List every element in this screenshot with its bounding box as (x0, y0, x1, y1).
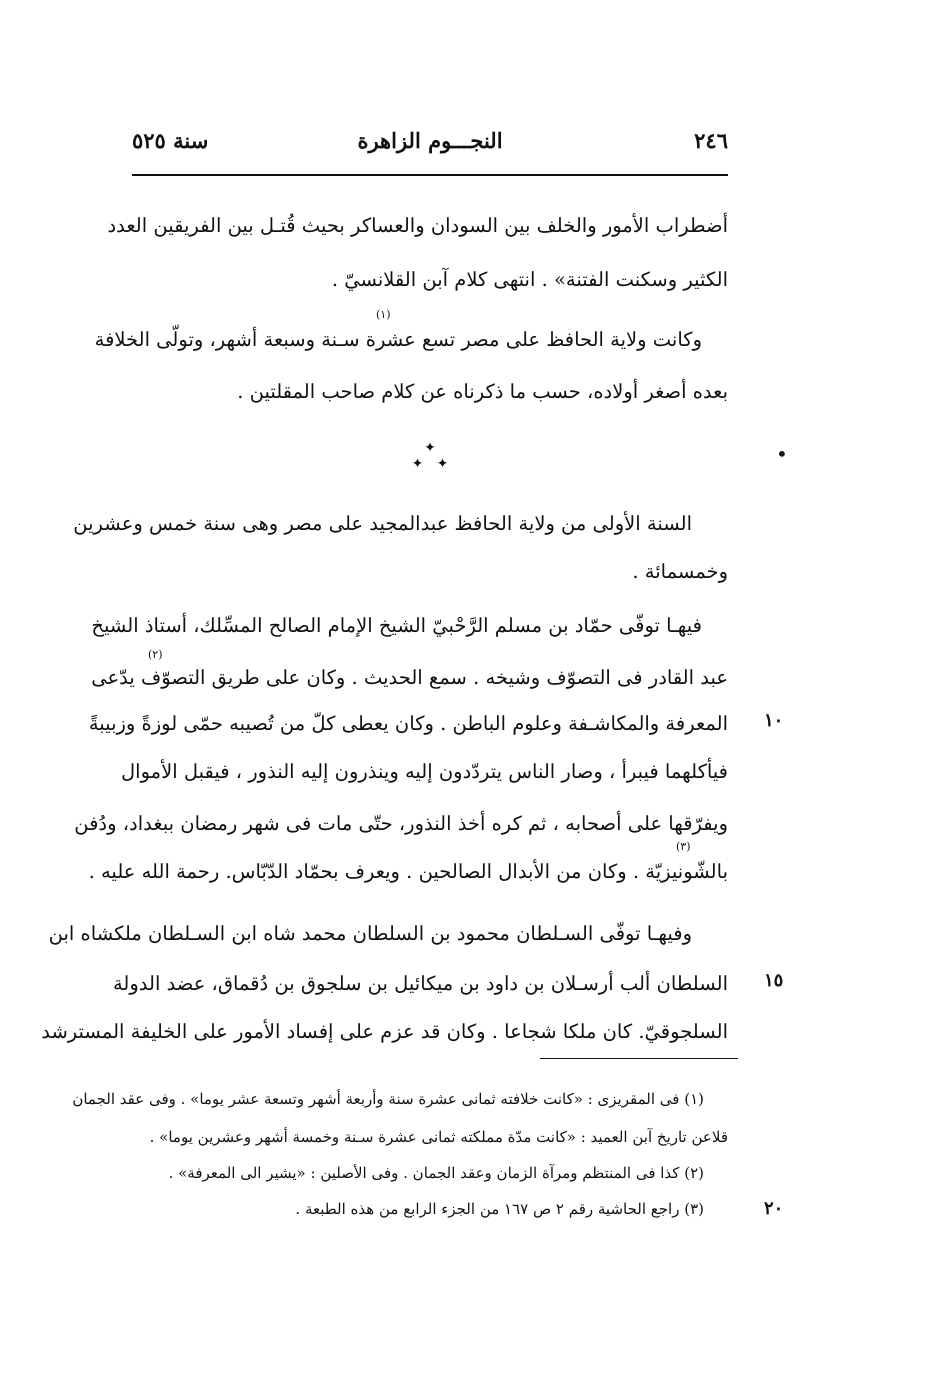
footnote-mark: (٣) (676, 840, 691, 853)
page-number: ٢٤٦ (694, 128, 728, 153)
footnote-line: قلاعن تاريخ آبن العميد : «كانت مدّة مملكته ثمانى عشرة سـنة وخمسة أشهر وعشرين يوما» . (149, 1128, 728, 1146)
body-line: ويفرّقها على أصحابه ، ثم كره أخذ النذور، حتّى مات فى شهر رمضان ببغداد، ودُفن (74, 812, 728, 835)
body-line: وكانت ولاية الحافظ على مصر تسع عشرة سـنة وسبعة أشهر، وتولّى الخلافة (94, 328, 702, 351)
margin-line-number: ٢٠ (764, 1198, 784, 1219)
body-line: وخمسمائة . (632, 560, 728, 583)
section-stars: ✦ ✦ ✦ (411, 440, 449, 472)
footnote-line: (٣) راجع الحاشية رقم ٢ ص ١٦٧ من الجزء الرابع من هذه الطبعة . (295, 1200, 704, 1218)
footnote-line: (٢) كذا فى المنتظم ومرآة الزمان وعقد الجمان . وفى الأصلين : «يشير الى المعرفة» . (168, 1164, 704, 1182)
footnote-mark: (١) (376, 308, 391, 321)
footnote-rule (540, 1058, 738, 1059)
body-line: بعده أصغر أولاده، حسب ما ذكرناه عن كلام صاحب المقلتين . (237, 380, 728, 403)
body-line: وفيهـا توفّى السـلطان محمود بن السلطان محمد شاه ابن السـلطان ملكشاه ابن (48, 922, 692, 945)
header-year: سنة ٥٢٥ (132, 128, 209, 153)
body-line: المعرفة والمكاشـفة وعلوم الباطن . وكان يعطى كلّ من تُصيبه حمّى لوزةً وزبيبةً (88, 712, 728, 735)
body-line: السلجوقيّ. كان ملكا شجاعا . وكان قد عزم على إفساد الأمور على الخليفة المسترشد (41, 1020, 728, 1043)
body-line: أضطراب الأمور والخلف بين السودان والعساكر بحيث قُتـل بين الفريقين العدد (107, 214, 728, 237)
header-rule (132, 174, 728, 176)
book-title: النجـــوم الزاهرة (357, 128, 503, 153)
footnote-line: (١) فى المقريزى : «كانت خلافته ثمانى عشرة سنة وأربعة أشهر وتسعة عشر يوما» . وفى عقد الجمان (72, 1090, 704, 1108)
margin-dot: • (776, 442, 788, 466)
body-line: السلطان ألب أرسـلان بن داود بن ميكائيل بن سلجوق بن دُقماق، عضد الدولة (112, 972, 728, 995)
body-line: الكثير وسكنت الفتنة» . انتهى كلام آبن القلانسيّ . (331, 268, 728, 291)
body-line: بالشّونيزيّة . وكان من الأبدال الصالحين . ويعرف بحمّاد الدّبّاس. رحمة الله عليه . (88, 860, 728, 883)
running-header (132, 128, 728, 162)
margin-line-number: ١٥ (764, 970, 784, 991)
body-line: عبد القادر فى التصوّف وشيخه . سمع الحديث . وكان على طريق التصوّف يدّعى (91, 666, 728, 689)
body-line: فيهـا توفّى حمّاد بن مسلم الرَّحْبيّ الشيخ الإمام الصالح المسِّلك، أستاذ الشيخ (91, 614, 702, 637)
body-line: السنة الأولى من ولاية الحافظ عبدالمجيد على مصر وهى سنة خمس وعشرين (73, 512, 692, 535)
footnote-mark: (٢) (148, 648, 163, 661)
margin-line-number: ١٠ (764, 710, 784, 731)
body-line: فيأكلهما فيبرأ ، وصار الناس يتردّدون إليه وينذرون إليه النذور ، فيقبل الأموال (120, 760, 728, 783)
